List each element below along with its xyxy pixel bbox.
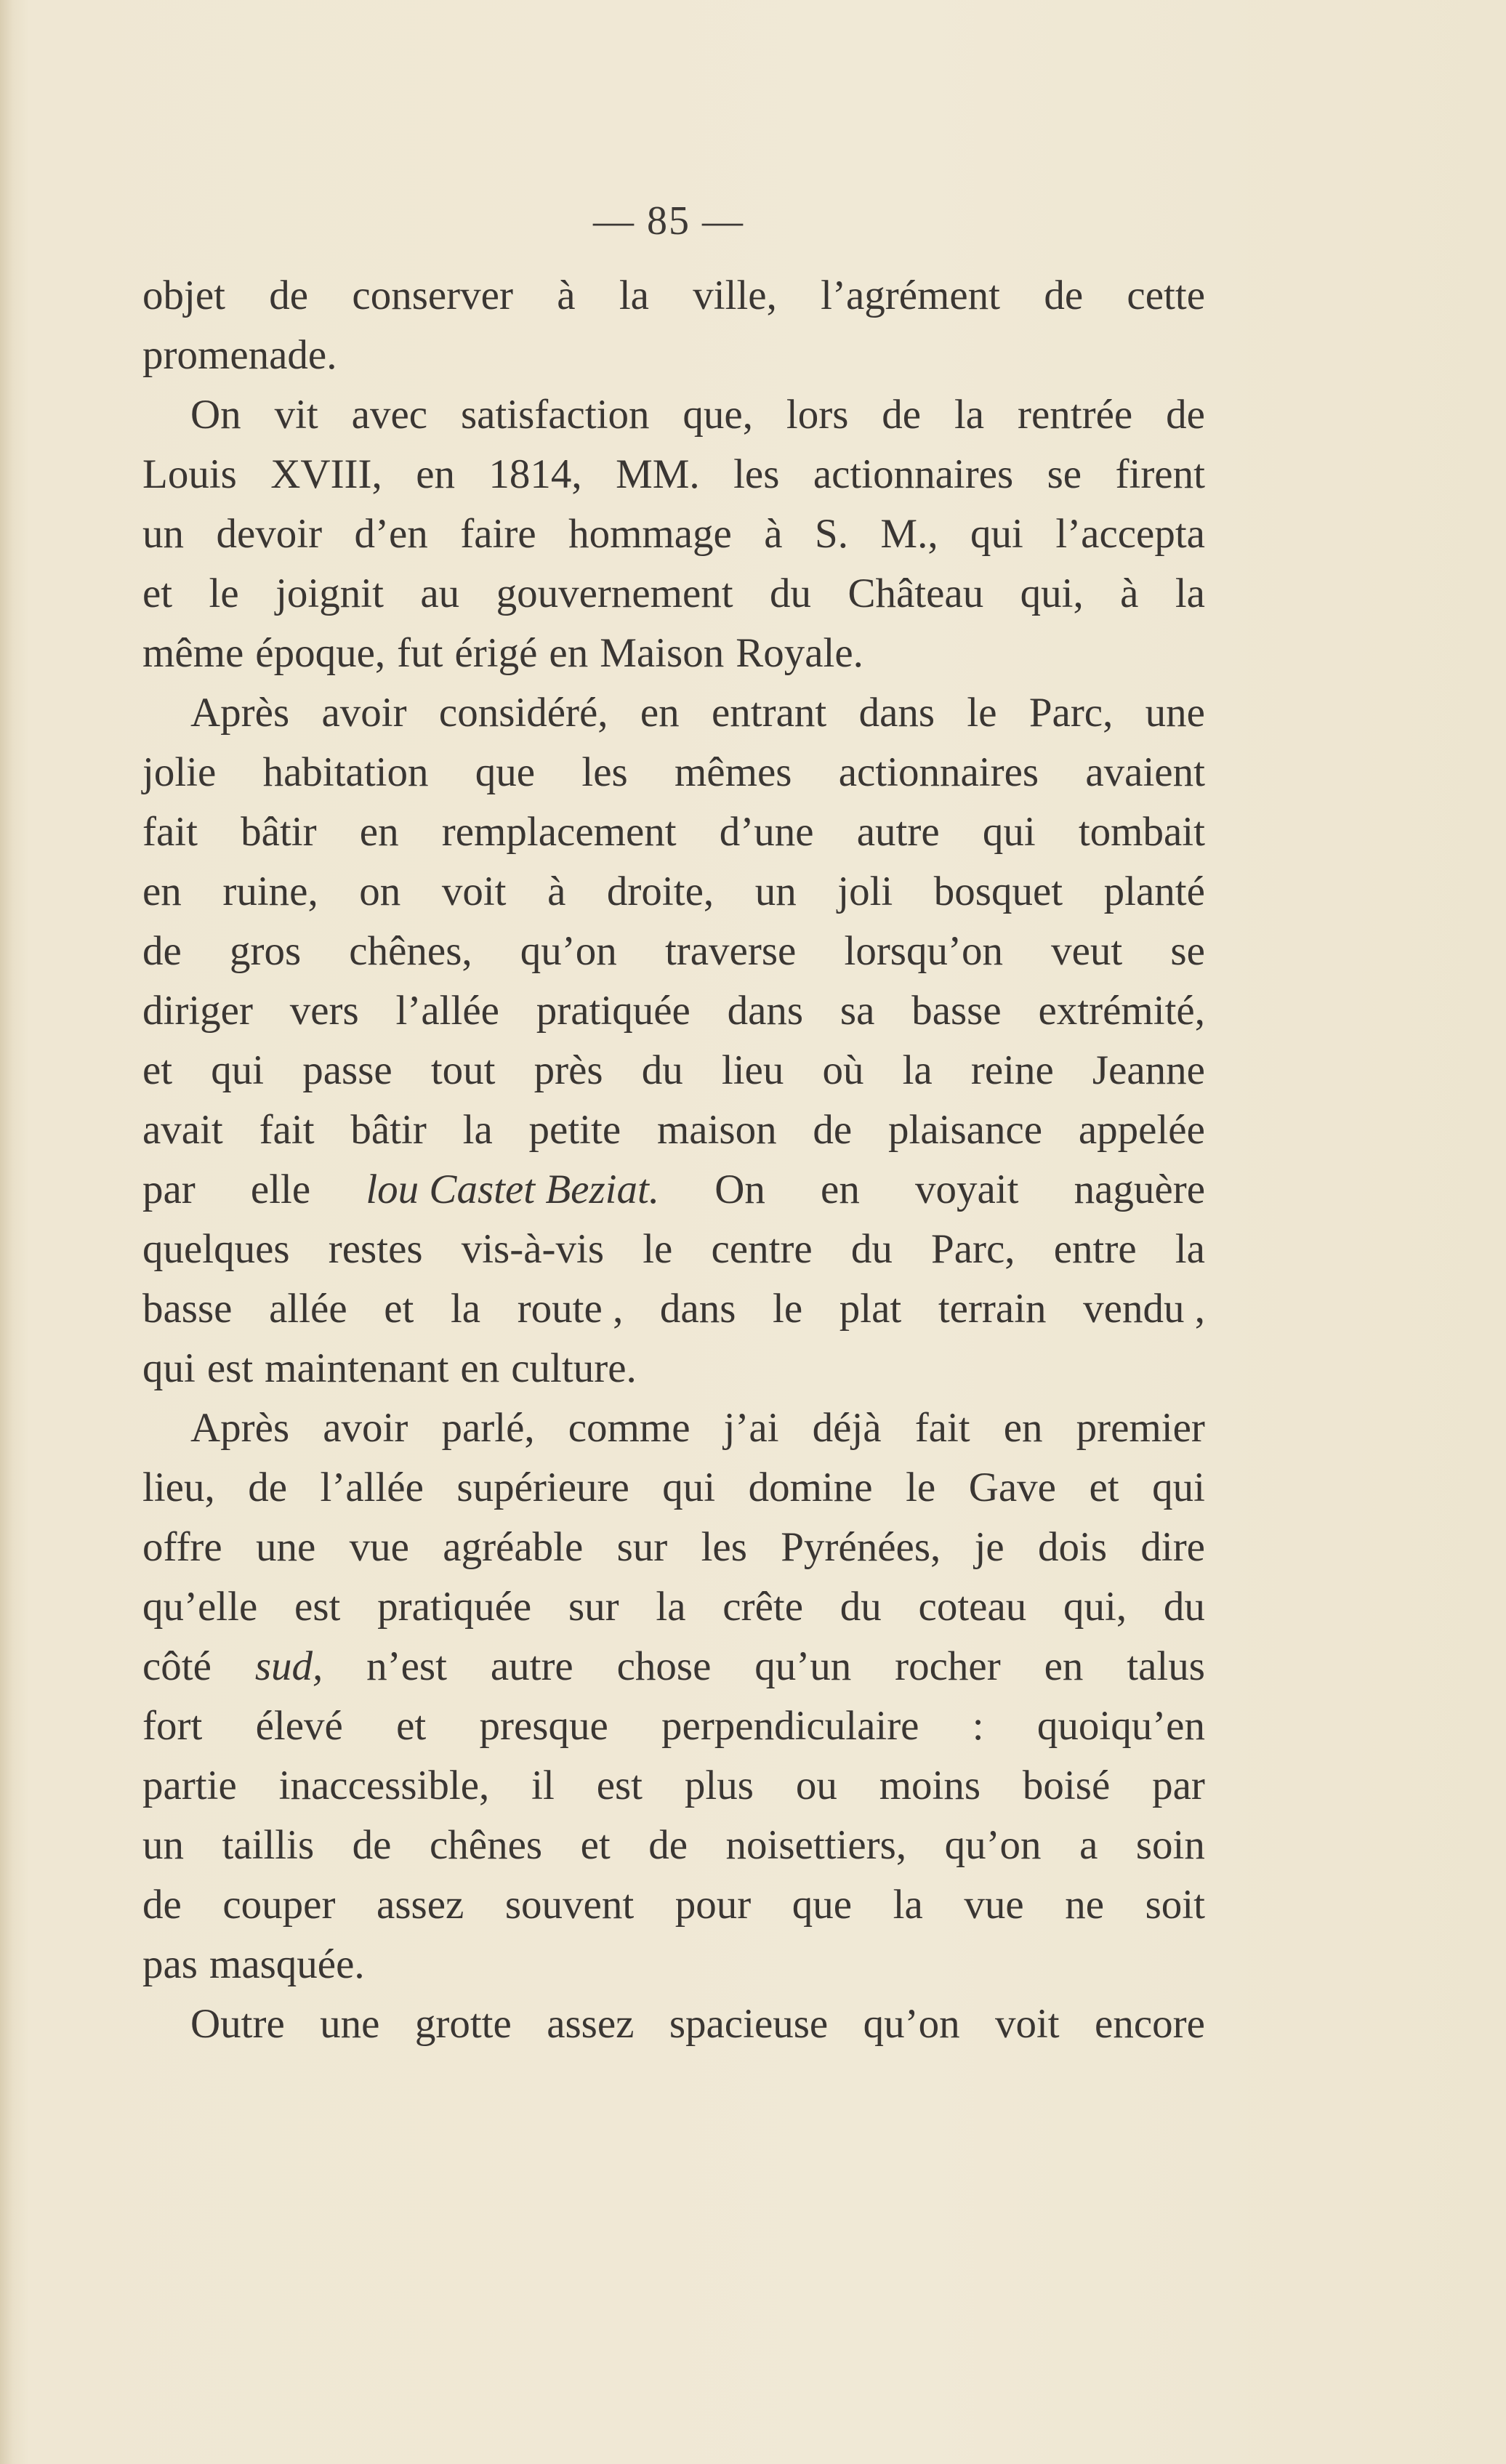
text-line [142,862,1205,922]
word: que, [682,392,753,438]
word: par [142,1167,196,1212]
word: de [882,392,922,438]
word: naguère [1074,1167,1205,1212]
word: habitation [262,749,429,795]
word: plus [684,1763,754,1808]
word: pas [142,1941,198,1987]
word: à [547,869,566,914]
word: lors [786,392,849,438]
word: soit [1145,1882,1205,1928]
word: une [256,1524,316,1570]
word: le [967,690,997,736]
word: le [773,1286,803,1332]
word: l’allée [320,1465,424,1510]
word: partie [142,1763,237,1808]
text-line [142,743,1205,802]
text-line [142,564,1205,624]
text-line [142,1220,1205,1279]
word: mêmes [674,749,792,795]
word: qui [1152,1465,1205,1510]
word: de [269,273,309,318]
word: objet [142,273,225,318]
word: qui [142,1345,196,1391]
word: autre [490,1643,573,1689]
word: Royale. [736,630,863,676]
word: en [1003,1405,1043,1451]
page-number: — 85 — [593,198,744,243]
word: lorsqu’on [844,928,1003,974]
word: bâtir [350,1107,427,1153]
word: appelée [1078,1107,1205,1153]
word: fut [397,630,443,676]
word: moins [879,1763,981,1808]
word: la [619,273,649,318]
word: en [821,1167,860,1212]
word: un [142,511,184,557]
word: actionnaires [813,451,1014,497]
word: terrain [938,1286,1047,1332]
word: perpendiculaire [661,1703,919,1749]
word: diriger [142,988,253,1034]
text-line [142,1160,1205,1220]
word: chênes [429,1822,543,1868]
word: dire [1140,1524,1205,1570]
word: de [352,1822,392,1868]
word: conserver [352,273,513,318]
word: que [475,749,536,795]
word: faire [460,511,536,557]
text-line [142,1339,1205,1398]
text-line [142,683,1205,743]
word: l’agrément [821,273,1001,318]
word: Après [190,1405,290,1451]
word: Gave [968,1465,1056,1510]
word: de [1166,392,1205,438]
word: a [1079,1822,1098,1868]
word: dois [1038,1524,1108,1570]
word: érigé [454,630,538,676]
text-line [142,504,1205,564]
word: Pyrénées, [781,1524,941,1570]
word: ou [795,1763,837,1808]
word: le [209,571,239,616]
word: bosquet [933,869,1063,914]
word: droite, [606,869,714,914]
word: et [142,571,173,616]
word: Parc, [931,1226,1015,1272]
word: remplacement [441,809,677,855]
word: ruine, [222,869,318,914]
word: qui, [1063,1584,1127,1630]
word: lieu [721,1047,784,1093]
word: dans [659,1286,736,1332]
word: se [1047,451,1082,497]
word: qu’on [863,2001,960,2047]
word: en [1044,1643,1084,1689]
word: encore [1095,2001,1205,2047]
word: la [450,1286,481,1332]
word: M., [880,511,938,557]
word: inaccessible, [278,1763,490,1808]
word: en [142,869,182,914]
word: Maison [600,630,725,676]
word: gros [229,928,302,974]
word: les [701,1524,747,1570]
text-line [142,1458,1205,1518]
word: est [294,1584,341,1630]
word: On [714,1167,765,1212]
word: les [733,451,780,497]
word: même [142,630,244,676]
word: assez [376,1882,464,1928]
word: qui [662,1465,716,1510]
word: de [813,1107,853,1153]
text-line [142,1637,1205,1696]
word: considéré, [438,690,608,736]
word: et [580,1822,611,1868]
word: joignit [275,571,384,616]
body-text [142,266,1205,2054]
word: le [643,1226,673,1272]
word: jolie [142,749,217,795]
word: le [906,1465,936,1510]
word: tout [430,1047,496,1093]
word: quelques [142,1226,290,1272]
text-line [142,802,1205,862]
word: qui [982,809,1036,855]
word: basse [142,1286,233,1332]
word: au [420,571,460,616]
word: n’est [366,1643,447,1689]
word: promenade. [142,332,337,378]
word: S. [815,511,848,557]
word: couper [222,1882,336,1928]
word: autre [856,809,940,855]
word: sud, [254,1643,323,1689]
word: vit [274,392,318,438]
word: d’une [719,809,814,855]
word: 1814, [488,451,582,497]
word: rocher [895,1643,1001,1689]
word: qui, [1020,571,1084,616]
word: qu’un [754,1643,852,1689]
word: en [640,690,680,736]
text-line [142,624,1205,683]
word: pratiquée [377,1584,532,1630]
word: voit [441,869,507,914]
word: vendu , [1083,1286,1205,1332]
word: souvent [504,1882,635,1928]
text-line [142,445,1205,504]
word: : [972,1703,984,1749]
word: gouvernement [496,571,733,616]
word: restes [328,1226,423,1272]
word: avec [351,392,428,438]
word: ville, [693,273,777,318]
word: entrant [711,690,827,736]
word: qui [970,511,1023,557]
word: de [142,928,182,974]
text-line [142,1696,1205,1756]
word: cette [1127,273,1205,318]
word: parlé, [441,1405,535,1451]
word: route , [517,1286,624,1332]
word: est [596,1763,643,1808]
word: quoiqu’en [1036,1703,1205,1749]
word: qu’on [520,928,617,974]
text-line [142,1875,1205,1935]
word: du [850,1226,893,1272]
text-line [142,385,1205,445]
word: à [764,511,783,557]
word: sur [616,1524,668,1570]
word: du [641,1047,683,1093]
word: la [954,392,985,438]
word: de [1044,273,1084,318]
word: on [359,869,401,914]
word: extrémité, [1038,988,1205,1034]
word: plaisance [888,1107,1043,1153]
word: XVIII, [270,451,382,497]
word: de [248,1465,288,1510]
word: spacieuse [669,2001,829,2047]
word: comme [568,1405,690,1451]
word: à [557,273,576,318]
word: en [460,1345,500,1391]
word: du [1163,1584,1205,1630]
word: traverse [664,928,797,974]
word: pour [675,1882,752,1928]
word: planté [1103,869,1205,914]
word: Louis [142,451,237,497]
text-line [142,1518,1205,1577]
word: agréable [443,1524,584,1570]
word: fait [259,1107,315,1153]
word: l’allée [395,988,499,1034]
word: premier [1076,1405,1205,1451]
word: actionnaires [838,749,1039,795]
word: côté [142,1643,212,1689]
word: lieu, [142,1465,215,1510]
word: fort [142,1703,203,1749]
word: plat [839,1286,902,1332]
word: la [1175,571,1205,616]
word: déjà [812,1405,882,1451]
word: joli [837,869,893,914]
word: du [770,571,812,616]
word: avoir [321,690,407,736]
word: la [1175,1226,1205,1272]
word: offre [142,1524,222,1570]
word: centre [711,1226,813,1272]
word: boisé [1022,1763,1111,1808]
text-line [142,981,1205,1041]
word: passe [302,1047,392,1093]
text-line [142,1279,1205,1339]
word: vue [349,1524,409,1570]
word: d’en [354,511,428,557]
word: pratiquée [536,988,690,1034]
word: Après [190,690,290,736]
word: je [974,1524,1004,1570]
word: crête [722,1584,804,1630]
word: soin [1135,1822,1205,1868]
word: masquée. [209,1941,365,1987]
word: la [462,1107,493,1153]
word: lou Castet Beziat. [366,1167,660,1212]
word: chênes, [349,928,472,974]
word: noisettiers, [725,1822,907,1868]
word: vis-à-vis [461,1226,605,1272]
word: et [396,1703,427,1749]
word: près [533,1047,603,1093]
word: l’accepta [1055,511,1205,557]
word: une [1145,690,1205,736]
word: voit [994,2001,1060,2047]
word: et [384,1286,414,1332]
word: qu’on [944,1822,1042,1868]
text-line [142,266,1205,326]
word: à [1120,571,1139,616]
word: MM. [616,451,700,497]
word: veut [1051,928,1123,974]
word: sa [839,988,875,1034]
word: du [839,1584,882,1630]
word: avoir [323,1405,408,1451]
word: On [190,392,241,438]
word: maison [656,1107,777,1153]
word: supérieure [456,1465,629,1510]
word: la [656,1584,686,1630]
text-line [142,1041,1205,1100]
word: satisfaction [460,392,650,438]
word: qu’elle [142,1584,258,1630]
word: tombait [1078,809,1205,855]
word: dans [858,690,935,736]
word: et [1089,1465,1119,1510]
word: maintenant [265,1345,449,1391]
word: domine [748,1465,873,1510]
word: Jeanne [1092,1047,1205,1093]
word: fait [914,1405,970,1451]
text-line [142,1756,1205,1816]
word: j’ai [723,1405,779,1451]
word: Outre [190,2001,285,2047]
text-line [142,1577,1205,1637]
word: sur [568,1584,619,1630]
word: où [822,1047,864,1093]
word: époque, [255,630,386,676]
word: grotte [414,2001,512,2047]
word: devoir [216,511,323,557]
word: rentrée [1018,392,1133,438]
word: qui [211,1047,265,1093]
word: par [1152,1763,1205,1808]
word: entre [1053,1226,1137,1272]
word: une [320,2001,380,2047]
word: petite [528,1107,621,1153]
word: vers [289,988,359,1034]
word: vue [964,1882,1024,1928]
word: elle [250,1167,311,1212]
text-line [142,1935,1205,1994]
word: basse [911,988,1002,1034]
word: ne [1065,1882,1105,1928]
word: la [893,1882,923,1928]
word: assez [547,2001,635,2047]
text-line [142,1816,1205,1875]
word: est [206,1345,254,1391]
word: reine [970,1047,1054,1093]
word: la [902,1047,933,1093]
word: de [142,1882,182,1928]
word: firent [1115,451,1205,497]
word: taillis [222,1822,315,1868]
word: talus [1127,1643,1205,1689]
word: chose [616,1643,712,1689]
word: fait [142,809,198,855]
word: les [581,749,628,795]
word: que [792,1882,853,1928]
word: en [359,809,399,855]
word: un [754,869,797,914]
text-line [142,1398,1205,1458]
word: avait [142,1107,223,1153]
word: avaient [1085,749,1205,795]
word: Château [847,571,984,616]
word: Parc, [1028,690,1114,736]
word: en [549,630,589,676]
word: et [142,1047,173,1093]
word: en [416,451,455,497]
word: culture. [511,1345,637,1391]
text-line [142,1100,1205,1160]
word: hommage [568,511,732,557]
word: un [142,1822,184,1868]
text-line [142,922,1205,981]
word: allée [269,1286,347,1332]
word: de [648,1822,688,1868]
text-line [142,326,1205,385]
word: presque [479,1703,608,1749]
word: il [531,1763,555,1808]
text-line [142,1994,1205,2054]
word: bâtir [241,809,317,855]
word: dans [727,988,804,1034]
word: voyait [914,1167,1019,1212]
word: élevé [255,1703,343,1749]
word: se [1170,928,1205,974]
word: coteau [918,1584,1027,1630]
